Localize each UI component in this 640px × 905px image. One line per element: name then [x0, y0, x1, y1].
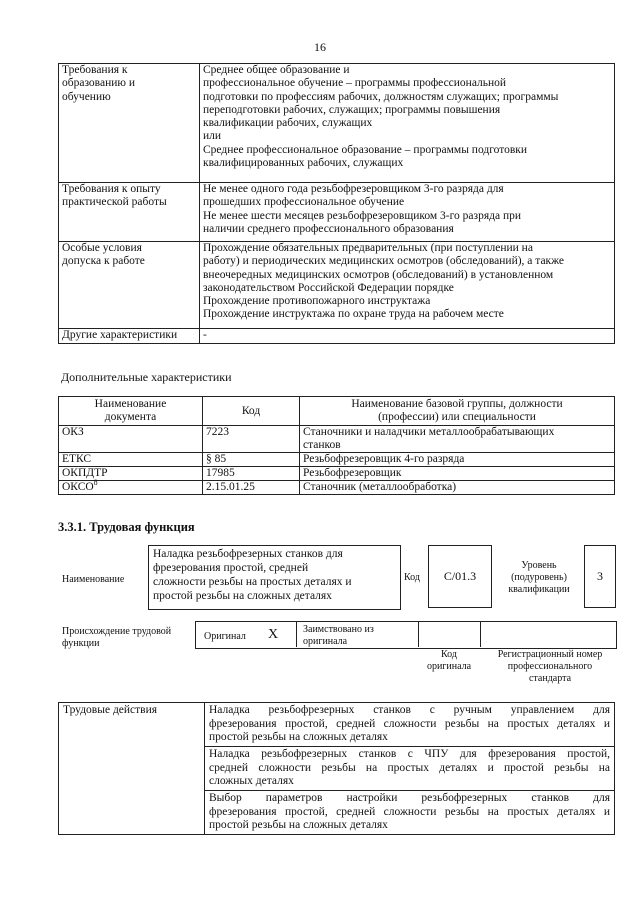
borrowed-label: Заимствовано из оригинала: [303, 624, 374, 647]
cell-name: Станочник (металлообработка): [300, 481, 615, 495]
table-row: [59, 329, 615, 344]
page-number: 16: [314, 40, 326, 54]
table-row: [59, 242, 615, 329]
code-value-box: C/01.3: [428, 545, 492, 608]
table-row: [59, 467, 615, 481]
level-value-box: 3: [584, 545, 616, 608]
row-label: Требования к образованию и обучению: [59, 64, 200, 183]
cell-doc: ОКПДТР: [59, 467, 203, 481]
section-heading: 3.3.1. Трудовая функция: [58, 520, 195, 534]
cell-code: 17985: [203, 467, 300, 481]
table-row: [59, 64, 615, 183]
action-item: Наладка резьбофрезерных станков с ручным управлением для фрезерования простой, средней сложности резьбы на простых деталях и простой резьбы на сложных деталях: [205, 703, 615, 747]
table-header-row: [59, 397, 615, 426]
requirements-table: [58, 63, 615, 344]
header-doc: Наименование документа: [59, 397, 203, 426]
footnote-mark: 8: [93, 478, 98, 488]
cell-code: § 85: [203, 453, 300, 467]
header-group: Наименование базовой группы, должности (профессии) или специальности: [300, 397, 615, 426]
origin-divider: [480, 621, 481, 647]
cell-code: 2.15.01.25: [203, 481, 300, 495]
row-value: Среднее общее образование и профессиональное обучение – программы профессиональной подготовки по профессиям рабочих, должностям служащих; программы переподготовки рабочих, служащих; программы повышения квалификации рабочих, служащих или Среднее профессиональное образование – программы подготовки квалифицированных рабочих, служащих: [200, 64, 615, 183]
origin-box: [195, 621, 617, 649]
code-label: Код: [404, 572, 420, 583]
origin-divider: [296, 621, 297, 647]
original-mark: X: [268, 627, 279, 642]
actions-table: [58, 702, 615, 835]
row-value: -: [200, 329, 615, 344]
origin-divider: [418, 621, 419, 647]
cell-code: 7223: [203, 426, 300, 453]
additional-table: [58, 396, 615, 495]
cell-doc: ОКСО$^8$: [59, 481, 203, 495]
cell-doc: ОКЗ: [59, 426, 203, 453]
action-item: Наладка резьбофрезерных станков с ЧПУ для фрезерования простой, средней сложности резьбы на простых деталях и простой резьбы на сложных деталях: [205, 747, 615, 791]
row-label: Требования к опыту практической работы: [59, 183, 200, 242]
additional-title: Дополнительные характеристики: [61, 370, 232, 384]
code-original-caption: Код оригинала: [426, 649, 472, 672]
header-code: Код: [203, 397, 300, 426]
table-row: [59, 183, 615, 242]
table-row: [59, 453, 615, 467]
cell-name: Резьбофрезеровщик: [300, 467, 615, 481]
row-value: Не менее одного года резьбофрезеровщиком 3-го разряда для прошедших профессиональное обучение Не менее шести месяцев резьбофрезеровщиком 3-го разряда при наличии среднего профессионального образования: [200, 183, 615, 242]
row-label: Особые условия допуска к работе: [59, 242, 200, 329]
table-row: [59, 426, 615, 453]
cell-name: Резьбофрезеровщик 4-го разряда: [300, 453, 615, 467]
cell-name: Станочники и наладчики металлообрабатывающих станков: [300, 426, 615, 453]
table-row: [59, 481, 615, 495]
row-label: Другие характеристики: [59, 329, 200, 344]
origin-label: Происхождение трудовой функции: [62, 626, 172, 649]
row-value: Прохождение обязательных предварительных (при поступлении на работу) и периодических медицинских осмотров (обследований), а также внеочередных медицинских осмотров (обследований) в установленном законодательством Российской Федерации порядке Прохождение противопожарного инструктажа Прохождение инструктажа по охране труда на рабочем месте: [200, 242, 615, 329]
action-item: Выбор параметров настройки резьбофрезерных станков для фрезерования простой, средней сложности резьбы на простых деталях и простой резьбы на сложных деталях: [205, 791, 615, 835]
function-name-box: Наладка резьбофрезерных станков для фрезерования простой, средней сложности резьбы на простых деталях и простой резьбы на сложных деталях: [148, 545, 401, 610]
name-label: Наименование: [62, 574, 125, 585]
original-label: Оригинал: [204, 631, 246, 642]
table-row: [59, 703, 615, 747]
cell-doc: ЕТКС: [59, 453, 203, 467]
reg-number-caption: Регистрационный номер профессионального стандарта: [497, 649, 603, 684]
level-label: Уровень (подуровень) квалификации: [508, 560, 570, 595]
actions-label: Трудовые действия: [59, 703, 205, 835]
